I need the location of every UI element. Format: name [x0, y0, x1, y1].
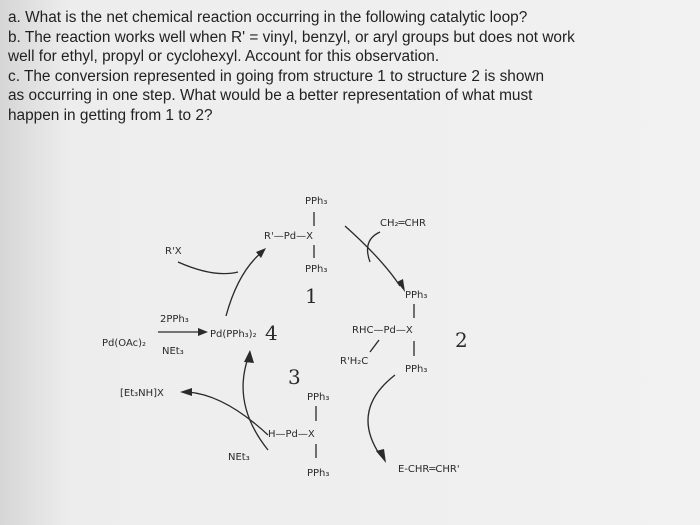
product-arrow-head: [376, 449, 386, 463]
salt-product: [Et₃NH]X: [120, 388, 164, 399]
rx-entry-arc: [178, 262, 238, 274]
complex1-bottom-ligand: PPh₃: [305, 264, 328, 275]
complex1-core: R'—Pd—X: [264, 231, 313, 242]
alkene-reagent: CH₂═CHR: [380, 218, 426, 229]
salt-arrow-head: [180, 388, 192, 396]
question-line: well for ethyl, propyl or cyclohexyl. Account for this observation.: [8, 48, 440, 65]
complex1-top-ligand: PPh₃: [305, 196, 328, 207]
arrow-1-to-2: [345, 226, 400, 286]
question-line: a. What is the net chemical reaction occurring in the following catalytic loop?: [8, 9, 528, 26]
complex3-number: 3: [288, 365, 301, 389]
activation-arrow-head: [198, 328, 208, 336]
complex4-number: 4: [265, 321, 278, 345]
precatalyst: Pd(OAc)₂: [102, 338, 147, 349]
arrow-4-to-1: [226, 252, 262, 316]
base-reagent: NEt₃: [228, 452, 250, 463]
complex3-core: H—Pd—X: [268, 429, 315, 440]
arrow-1-to-2-head: [397, 279, 405, 292]
alkene-product: E-CHR═CHR': [398, 464, 460, 475]
complex2-substituent: R'H₂C: [340, 356, 369, 367]
question-line: happen in getting from 1 to 2?: [8, 106, 213, 124]
complex3-top-ligand: PPh₃: [307, 392, 330, 403]
complex1-number: 1: [305, 284, 318, 308]
arrow-2-to-3: [368, 375, 395, 455]
complex2-top-ligand: PPh₃: [405, 290, 428, 301]
arrow-3-to-4: [243, 358, 268, 450]
question-line: as occurring in one step. What would be a better representation of what must: [8, 87, 533, 104]
salt-release-arc: [188, 392, 268, 435]
aryl-halide-reagent: R'X: [165, 246, 182, 257]
complex2-core: RHC—Pd—X: [352, 325, 413, 336]
precatalyst-ligand: 2PPh₃: [160, 314, 189, 325]
complex3-bottom-ligand: PPh₃: [307, 468, 330, 479]
complex2-bond-substituent: [370, 340, 379, 352]
arrow-3-to-4-head: [244, 350, 254, 363]
question-line: b. The reaction works well when R' = vinyl, benzyl, or aryl groups but does not work: [8, 28, 575, 46]
question-line: c. The conversion represented in going from structure 1 to structure 2 is shown: [8, 67, 545, 85]
precatalyst-base: NEt₃: [162, 346, 184, 357]
complex4: Pd(PPh₃)₂: [210, 329, 257, 340]
complex2-bottom-ligand: PPh₃: [405, 364, 428, 375]
complex2-number: 2: [455, 328, 468, 352]
